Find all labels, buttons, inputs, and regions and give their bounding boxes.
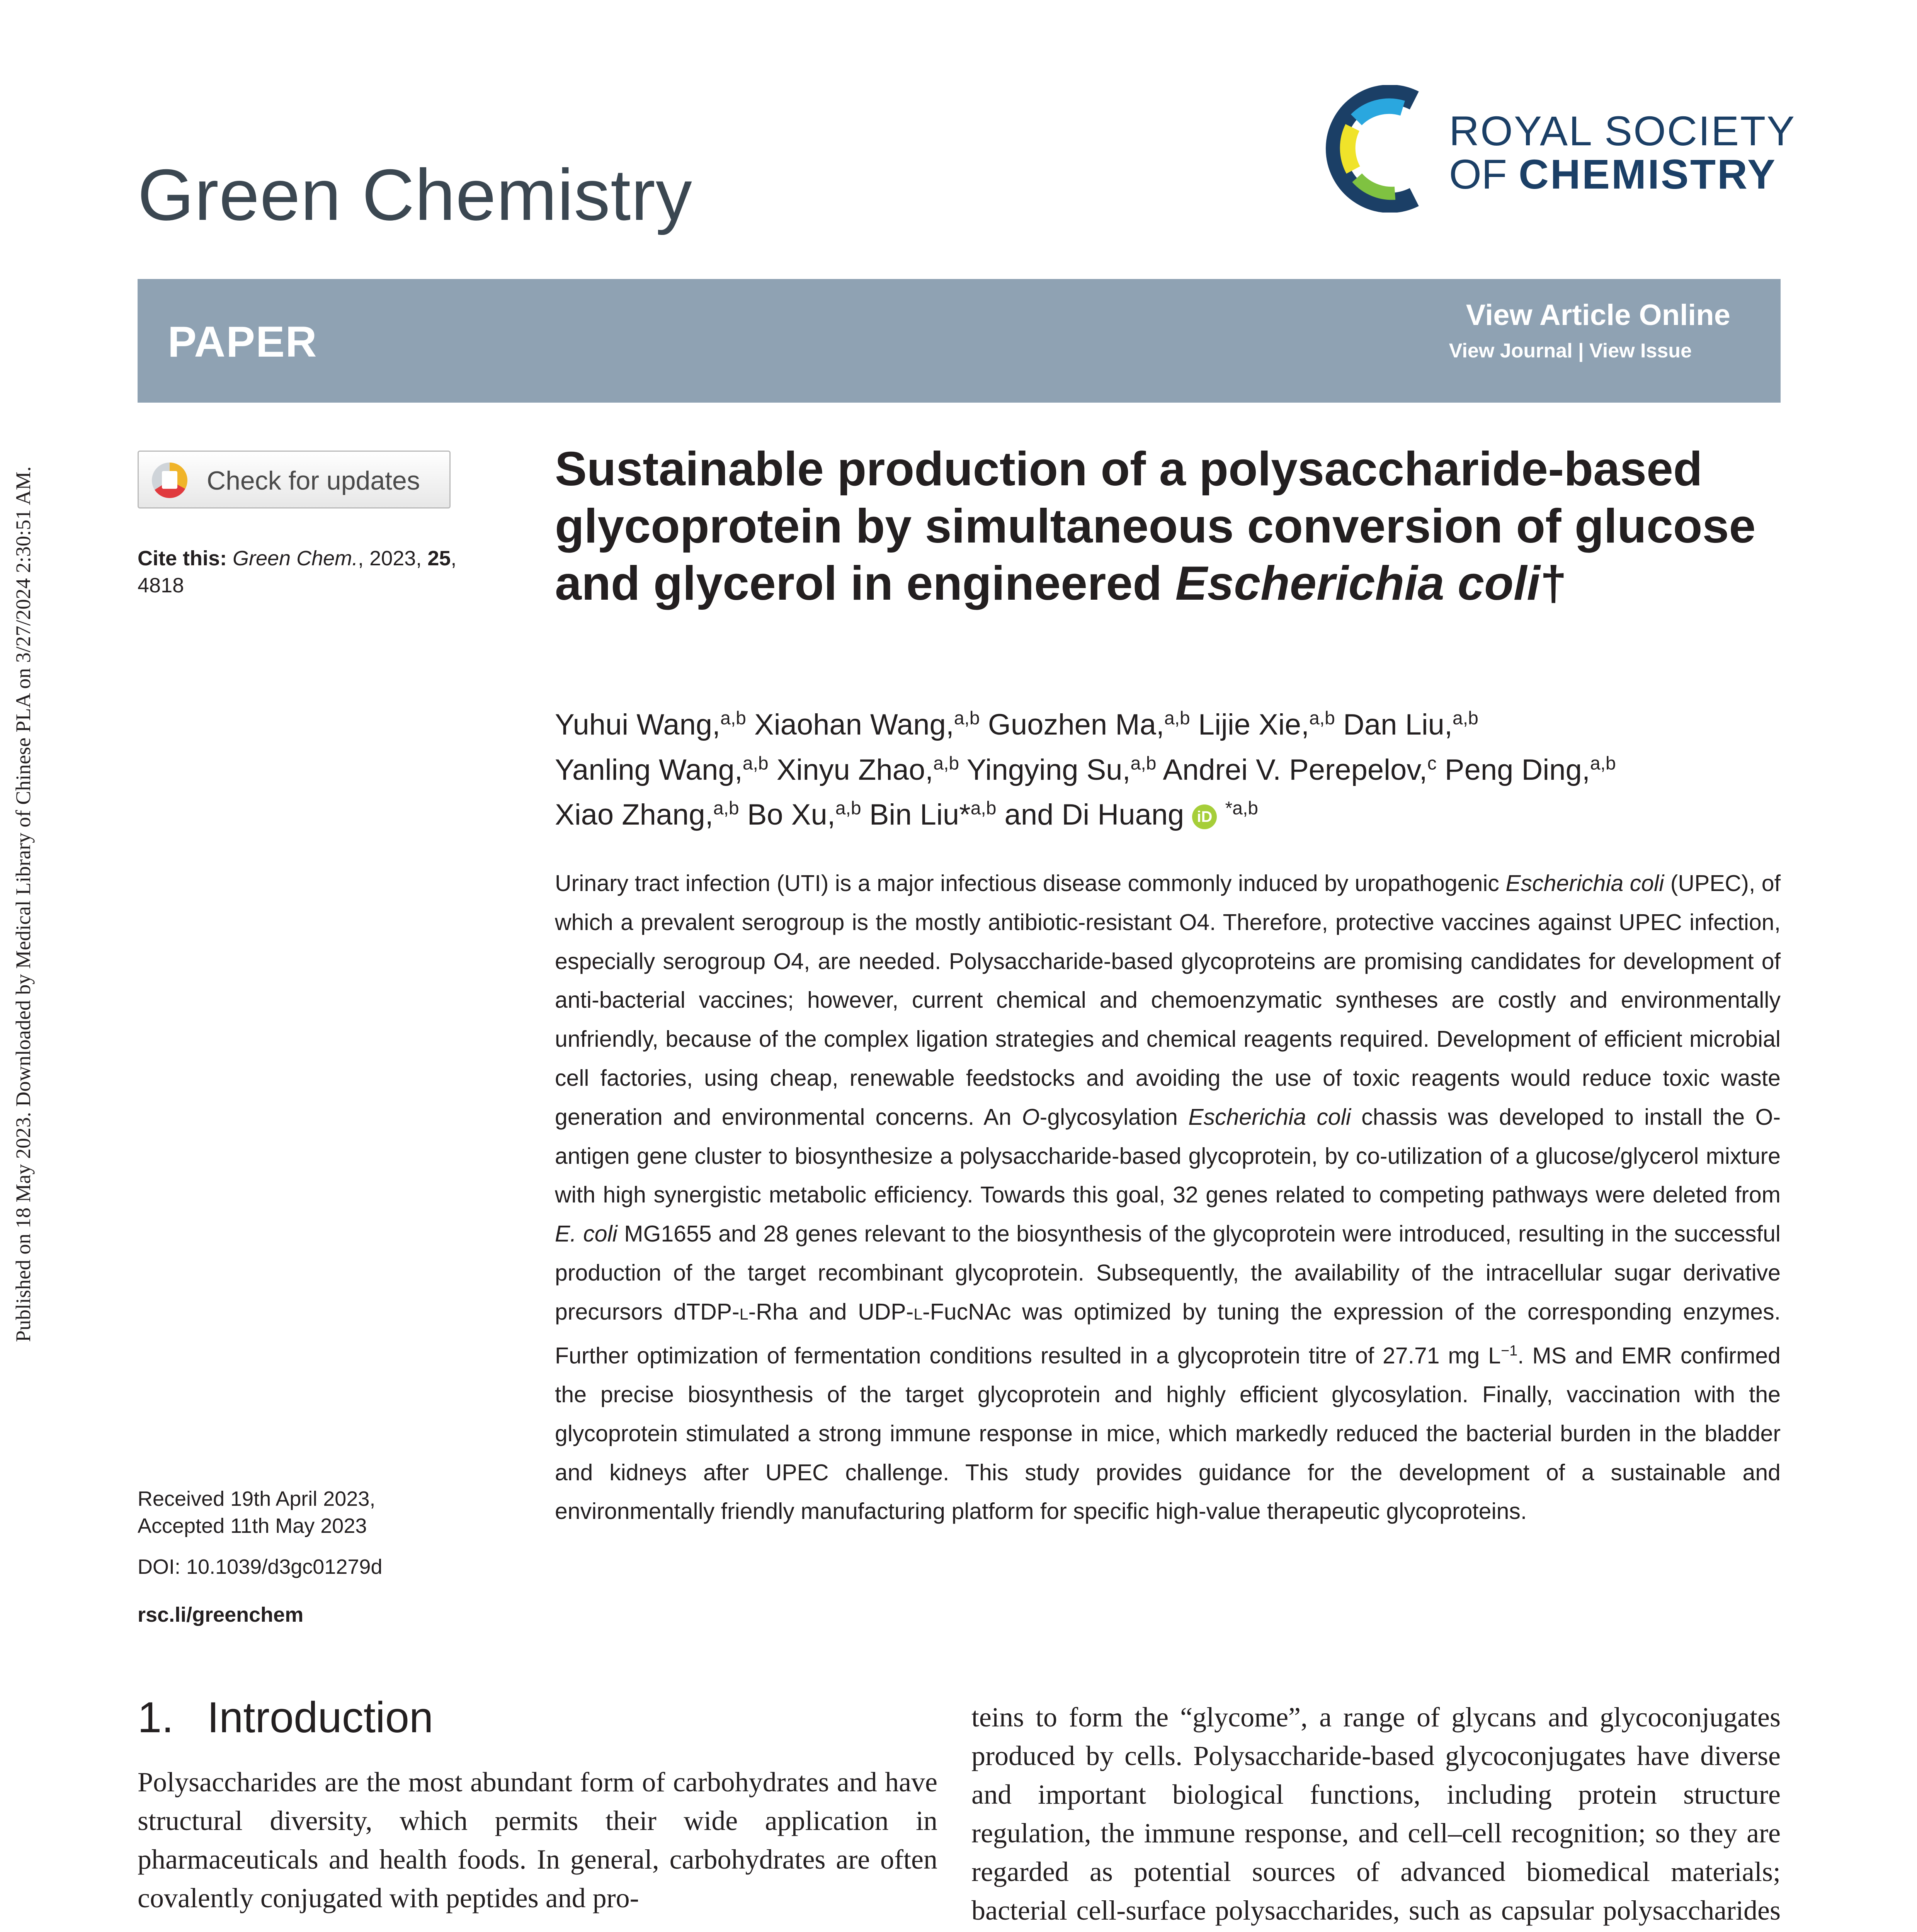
author xyxy=(1163,753,1436,786)
author-affiliation-mark: a,b xyxy=(1130,753,1157,774)
author-name: Yanling Wang, xyxy=(555,753,743,786)
cite-pages: , 4818 xyxy=(138,547,457,597)
abstract-small-caps: l xyxy=(913,1299,923,1325)
intro-column-2 xyxy=(971,1698,1781,1932)
author-name: Yuhui Wang, xyxy=(555,708,721,742)
abstract-italic: Escherichia coli xyxy=(1505,871,1664,896)
article-history xyxy=(138,1485,505,1580)
rsc-logo[interactable] xyxy=(1325,85,1796,220)
abstract-text: MG1655 and 28 genes relevant to the biosynthesis of the glycoprotein were introduced, resulting in the successful production of the target recombinant glycoprotein. Subsequently, the availability of the intracellular sugar derivative precursors dTDP- xyxy=(555,1221,1781,1325)
intro-paragraph: Polysaccharides are the most abundant form of carbohydrates and have structural diversity, which permits their wide application in pharmaceuticals and health foods. In general, carbohydrates are often covalently conjugated with peptides and pro- xyxy=(138,1767,937,1913)
abstract-text: . MS and EMR confirmed the precise biosynthesis of the target glycoprotein and highly efficient glycosylation. Finally, vaccination with the glycoprotein stimulated a strong immune response in mice, which markedly reduced the bacterial burden in the bladder and kidneys after UPEC challenge. This study provides guidance for the development of a sustainable and environmentally friendly manufacturing platform for specific high-value therapeutic glycoproteins. xyxy=(555,1343,1781,1524)
view-issue-link[interactable]: View Issue xyxy=(1589,340,1692,362)
author-name: Xiaohan Wang, xyxy=(754,708,954,742)
section-number: 1. xyxy=(138,1693,174,1742)
cite-label: Cite this: xyxy=(138,547,227,570)
author xyxy=(967,753,1157,786)
author-affiliation-mark: a,b xyxy=(835,798,861,819)
author-name: Lijie Xie, xyxy=(1198,708,1310,742)
abstract-text: Urinary tract infection (UTI) is a major infectious disease commonly induced by uropathogenic xyxy=(555,871,1506,896)
author xyxy=(555,708,746,741)
author-name: Xinyu Zhao, xyxy=(776,753,934,786)
publisher-line2 xyxy=(1449,150,1777,198)
author xyxy=(555,753,769,786)
author-affiliation-mark: a,b xyxy=(933,753,959,774)
author-name: Xiao Zhang, xyxy=(555,798,713,831)
article-title xyxy=(555,440,1784,612)
author-name: Yingying Su, xyxy=(966,753,1131,786)
author xyxy=(1445,753,1616,786)
author xyxy=(747,798,861,831)
author-affiliation-mark: c xyxy=(1427,753,1437,774)
abstract-text: (UPEC), of which a prevalent serogroup is the mostly antibiotic-resistant O4. Therefore, protective vaccines against UPEC infection, especially serogroup O4, are needed. Polysaccharide-based glycoproteins are promising candidates for development of anti-bacterial vaccines; however, current chemical and chemoenzymatic syntheses are costly and environmentally unfriendly, because of the complex ligation strategies and chemical reagents required. Development of efficient microbial cell factories, using cheap, renewable feedstocks and avoiding the use of toxic reagents would reduce toxic waste generation and environmental concerns. An xyxy=(555,871,1781,1130)
author-affiliation-mark: a,b xyxy=(720,708,746,729)
author-name: Dan Liu, xyxy=(1343,708,1453,742)
author-name: Andrei V. Perepelov, xyxy=(1163,753,1427,786)
author xyxy=(777,753,959,786)
side-download-text: Published on 18 May 2023. Downloaded by Medical Library of Chinese PLA on 3/27/2024 2:30:51 AM. xyxy=(12,466,35,1342)
author-affiliation-mark: a,b xyxy=(742,753,769,774)
author-name: and Di Huang xyxy=(1004,798,1184,831)
article-title-dagger: † xyxy=(1540,557,1567,610)
abstract xyxy=(555,864,1781,1531)
abstract-small-caps: l xyxy=(739,1299,748,1325)
author-affiliation-mark: a,b xyxy=(1453,708,1478,729)
author-name: Bin Liu* xyxy=(869,798,971,831)
abstract-text: -FucNAc was optimized by tuning the expression of the corresponding enzymes. Further optimization of fermentation conditions resulted in a glycoprotein titre of 27.71 mg L xyxy=(555,1299,1781,1369)
author-list xyxy=(555,699,1791,834)
author xyxy=(1343,708,1478,741)
banner-link-separator: | xyxy=(1572,340,1590,362)
banner-links xyxy=(1449,339,1692,362)
intro-paragraph xyxy=(971,1698,1781,1932)
article-type-label: PAPER xyxy=(168,318,318,366)
author xyxy=(1005,798,1258,831)
rsc-logo-mark-icon xyxy=(1325,85,1441,213)
author-affiliation-mark: *a,b xyxy=(1225,798,1258,819)
abstract-superscript: −1 xyxy=(1500,1342,1518,1359)
article-doi[interactable]: DOI: 10.1039/d3gc01279d xyxy=(138,1555,383,1578)
journal-title: Green Chemistry xyxy=(138,154,692,235)
check-updates-label: Check for updates xyxy=(207,466,420,495)
paragraph-text: teins to form the “glycome”, a range of glycans and glycoconjugates produced by cells. Polysaccharide-based glycoconjugates have diverse and important biological functions, including protein structure regulation, the immune response, and cell–cell recognition; so they are regarded as potential sources of advanced biomedical materials; bacterial cell-surface polysaccharides, such as capsular polysaccharides xyxy=(971,1702,1781,1926)
accepted-date: Accepted 11th May 2023 xyxy=(138,1514,367,1537)
publisher-line2-bold: CHEMISTRY xyxy=(1518,151,1777,197)
article-type-banner xyxy=(138,279,1781,403)
author-name: Guozhen Ma, xyxy=(988,708,1164,742)
section-title: Introduction xyxy=(207,1693,434,1742)
abstract-text: -glycosylation xyxy=(1039,1104,1189,1130)
author-affiliation-mark: a,b xyxy=(970,798,997,819)
check-for-updates-button[interactable] xyxy=(138,451,451,509)
publisher-line2-prefix: OF xyxy=(1449,151,1519,197)
cite-journal: Green Chem. xyxy=(233,547,358,570)
author-affiliation-mark: a,b xyxy=(1590,753,1616,774)
author xyxy=(754,708,980,741)
view-article-online-link[interactable]: View Article Online xyxy=(1466,299,1730,332)
check-updates-icon xyxy=(152,463,187,498)
side-download-note xyxy=(0,0,46,1932)
author-name: Bo Xu, xyxy=(747,798,835,831)
author xyxy=(988,708,1190,741)
cite-year: , 2023, xyxy=(358,547,428,570)
abstract-italic: E. coli xyxy=(555,1221,617,1247)
abstract-italic: Escherichia coli xyxy=(1188,1104,1351,1130)
view-journal-link[interactable]: View Journal xyxy=(1449,340,1573,362)
author xyxy=(869,798,997,831)
citation xyxy=(138,545,505,599)
article-title-italic: Escherichia coli xyxy=(1175,557,1540,610)
publisher-line1: ROYAL SOCIETY xyxy=(1449,107,1796,154)
author-name: Peng Ding, xyxy=(1444,753,1590,786)
orcid-icon[interactable]: iD xyxy=(1192,804,1217,829)
author xyxy=(1198,708,1335,741)
abstract-italic: O xyxy=(1022,1104,1040,1130)
author-affiliation-mark: a,b xyxy=(713,798,739,819)
author-affiliation-mark: a,b xyxy=(954,708,980,729)
abstract-text: -Rha and UDP- xyxy=(748,1299,914,1325)
abstract-text: chassis was developed to install the O-antigen gene cluster to biosynthesize a polysaccharide-based glycoprotein, by co-utilization of a glucose/glycerol mixture with high synergistic metabolic efficiency. Towards this goal, 32 genes related to competing pathways were deleted from xyxy=(555,1104,1781,1208)
received-date: Received 19th April 2023, xyxy=(138,1487,376,1510)
author xyxy=(555,798,739,831)
cite-volume: 25 xyxy=(427,547,451,570)
article-title-text: Sustainable production of a polysaccharide-based glycoprotein by simultaneous conversion of glucose and glycerol in engineered xyxy=(555,442,1756,610)
author-affiliation-mark: a,b xyxy=(1309,708,1335,729)
journal-short-link[interactable]: rsc.li/greenchem xyxy=(138,1603,304,1626)
author-affiliation-mark: a,b xyxy=(1164,708,1190,729)
section-heading-introduction xyxy=(138,1692,433,1742)
